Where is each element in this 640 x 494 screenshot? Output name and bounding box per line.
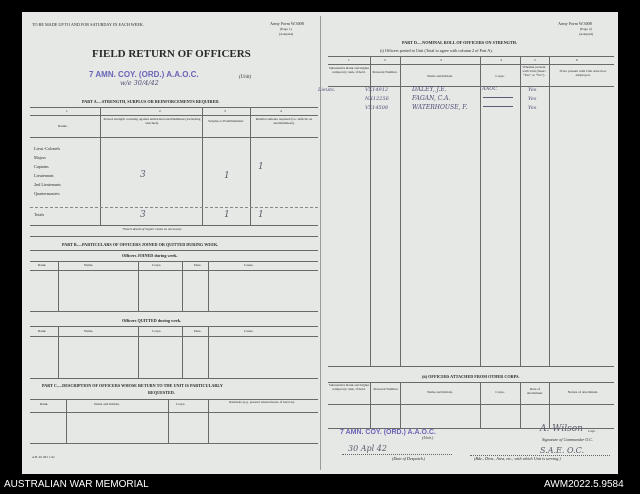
att-col-corps: Corps.	[495, 390, 505, 394]
col-date: Date.	[194, 263, 202, 267]
col-substantive-rank: Substantive Rank and higher temporary rank, if held.	[328, 66, 370, 74]
bde-handwriting: S.A.E. O.C.	[540, 446, 584, 455]
joined-title: Officers JOINED during week.	[122, 253, 178, 258]
totals-label: Totals	[34, 212, 45, 217]
archive-reference: AWM2022.5.9584	[544, 479, 624, 490]
adapted-left: (Adapted)	[279, 32, 294, 36]
commander-signature: A. Wilson	[540, 424, 583, 434]
rank-label: Lieutenants	[34, 173, 54, 178]
form-title: FIELD RETURN OF OFFICERS	[92, 48, 251, 60]
form-number-left: Army Form W.3008	[270, 21, 304, 26]
row-number: NX12256	[365, 96, 389, 102]
ditto-line	[483, 97, 513, 98]
col-number: 2	[384, 58, 386, 62]
page-number-left: (Page 1)	[280, 27, 292, 31]
col-number: 1	[348, 58, 350, 62]
rank-label: Captains	[34, 164, 49, 169]
page-number-right: (Page 2)	[580, 27, 592, 31]
att-col-date: Date of attachment.	[526, 387, 544, 395]
row-name: FAGAN, C.A.	[412, 95, 451, 102]
col-cause: Cause.	[244, 263, 254, 267]
col-corps: Corps.	[495, 74, 505, 78]
capt-reinf-value: 1	[258, 162, 264, 172]
capt-label: Capt.	[588, 429, 596, 433]
part-c-heading-1: PART C.—DESCRIPTION OF OFFICERS WHOSE RETURN TO THE UNIT IS PARTICULARLY	[42, 383, 223, 388]
reinforcements-header: Reinforcements required (i.e. deficits on establishment).	[255, 117, 313, 125]
despatch-date-handwriting: 30 Apl 42	[348, 444, 387, 453]
signature-unit-label: (Unit.)	[422, 435, 434, 440]
col-remarks: Remarks (e.g. present whereabouts, if known).	[229, 400, 295, 404]
col-number: 1	[66, 109, 68, 113]
form-sheet	[22, 12, 618, 474]
lieut-surplus-value: 1	[224, 171, 230, 181]
part-d-heading: PART D.—NOMINAL ROLL OF OFFICERS ON STRENGTH.	[402, 40, 517, 45]
form-number-right: Army Form W.3008	[558, 21, 592, 26]
despatch-date-label: (Date of Despatch.)	[392, 456, 426, 461]
att-col-number: Personal Number.	[373, 387, 399, 391]
posted-strength-header: Posted strength counting against authorized establishment (excluding attached).	[103, 117, 201, 125]
rank-label: Lieut.-Colonels	[34, 146, 61, 151]
bde-label: (Bde., Divn., Area, etc., with which Unit is serving.)	[474, 456, 561, 461]
row-number: VX14912	[365, 87, 389, 93]
part-a-heading: PART A.—STRENGTH, SURPLUS OR REINFORCEMENTS REQUIRED.	[82, 99, 220, 104]
col-number: 5	[534, 58, 536, 62]
col-corps: Corps.	[152, 329, 162, 333]
col-personal-number: Personal Number.	[372, 70, 398, 74]
row-present: Yes	[528, 105, 537, 111]
col-name-initials: Name and Initials.	[427, 74, 453, 78]
attached-heading: (ii) OFFICERS ATTACHED FROM OTHER CORPS.	[422, 374, 520, 379]
col-number: 3	[224, 109, 226, 113]
total-surplus-value: 1	[224, 210, 230, 220]
col-cause: Cause.	[244, 329, 254, 333]
signature-label: Signature of Commander O.C.	[542, 437, 594, 442]
col-rank: Rank.	[38, 329, 47, 333]
part-b-heading: PART B.—PARTICULARS OF OFFICERS JOINED OR QUITTED DURING WEEK.	[62, 242, 219, 247]
col-corps: Corps.	[176, 402, 186, 406]
unit-stamp: 7 AMN. COY. (ORD.) A.A.O.C.	[89, 70, 199, 79]
page-fold	[320, 16, 321, 470]
col-number: 4	[280, 109, 282, 113]
col-present: Whether present with Unit (insert “Yes” or “No”).	[522, 65, 546, 77]
rank-label: 2nd Lieutenants	[34, 182, 61, 187]
row-present: Yes	[528, 87, 537, 93]
rank-label: Majors	[34, 155, 46, 160]
col-how-employed: If not present with Unit state how employed.	[559, 69, 607, 77]
ranks-header: Ranks.	[58, 124, 68, 128]
att-col-rank: Substantive Rank and higher temporary rank, if held.	[328, 383, 370, 391]
archive-credit: AUSTRALIAN WAR MEMORIAL	[4, 479, 149, 490]
row-corps: AAOC	[482, 86, 498, 92]
col-number: 6	[576, 58, 578, 62]
col-number: 2	[159, 109, 161, 113]
col-name-initials: Name and Initials.	[94, 402, 120, 406]
row-number: VX14508	[365, 105, 389, 111]
ditto-line	[483, 106, 513, 107]
instruction-text: TO BE MADE UP TO AND FOR SATURDAY IN EACH WEEK.	[32, 22, 144, 27]
row-rank: Lieuts.	[318, 87, 336, 93]
part-a-footnote: *Insert detail of higher ranks as necessary	[122, 227, 182, 231]
col-name: Name.	[84, 263, 94, 267]
col-rank: Rank.	[38, 263, 47, 267]
rank-label: Quartermasters	[34, 191, 60, 196]
col-number: 3	[440, 58, 442, 62]
col-rank: Rank.	[40, 402, 49, 406]
total-posted-value: 3	[140, 210, 146, 220]
att-col-name: Name and Initials.	[427, 390, 453, 394]
row-name: DALEY, J.E.	[412, 86, 447, 93]
signature-unit-stamp: 7 AMN. COY. (ORD.) A.A.O.C.	[340, 429, 436, 436]
att-col-nature: Nature of attachment.	[567, 390, 599, 394]
adapted-right: (Adapted)	[579, 32, 594, 36]
total-reinf-value: 1	[258, 210, 264, 220]
row-name: WATERHOUSE, F.	[412, 104, 468, 111]
col-number: 4	[500, 58, 502, 62]
row-present: Yes	[528, 96, 537, 102]
lieut-posted-value: 3	[140, 170, 146, 180]
unit-label: (Unit)	[239, 75, 252, 80]
part-d-subheading: (i) Officers posted to Unit (Total to agree with column 2 of Part A).	[380, 48, 493, 53]
printer-code: A.H. 40, 06/1 1/42	[32, 455, 55, 459]
col-corps: Corps.	[152, 263, 162, 267]
quitted-title: Officers QUITTED during week.	[122, 318, 182, 323]
surplus-header: Surplus to Establishment.	[208, 119, 244, 123]
part-c-heading-2: REQUESTED.	[148, 390, 175, 395]
col-date: Date.	[194, 329, 202, 333]
col-name: Name.	[84, 329, 94, 333]
unit-date-handwriting: w/e 30/4/42	[120, 79, 159, 87]
